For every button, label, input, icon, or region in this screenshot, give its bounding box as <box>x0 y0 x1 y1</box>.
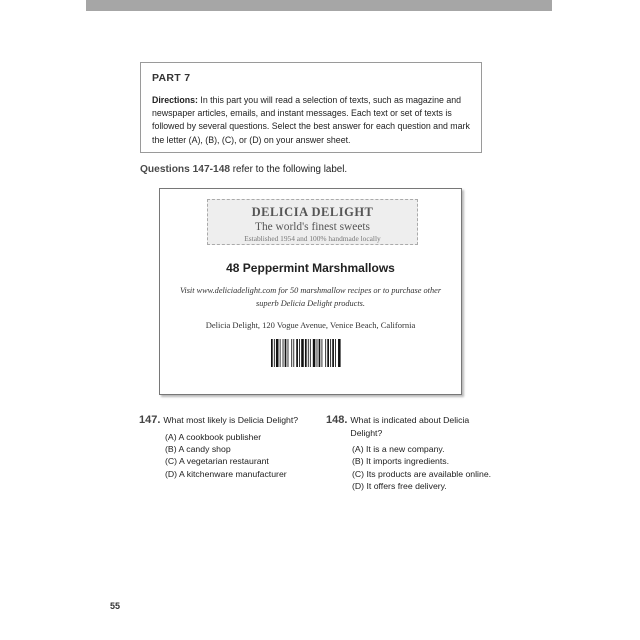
question-number: 148. <box>326 414 348 426</box>
question-reference <box>140 164 347 175</box>
barcode-icon <box>271 339 353 367</box>
option-d: (D) It offers free delivery. <box>352 481 447 492</box>
product-label <box>159 188 462 395</box>
option-a: (A) It is a new company. <box>352 444 445 454</box>
part-title: PART 7 <box>152 72 191 84</box>
company-address: Delicia Delight, 120 Vogue Avenue, Venice Beach, California <box>205 320 416 330</box>
brand-established: Established 1954 and 100% handmade locally <box>244 234 381 243</box>
question-147 <box>139 414 329 480</box>
brand-name: DELICIA DELIGHT <box>251 205 374 219</box>
option-c: (C) Its products are available online. <box>352 468 492 479</box>
answer-options <box>352 443 496 493</box>
option-b: (B) A candy shop <box>165 443 231 454</box>
visit-website-text: Visit www.deliciadelight.com for 50 marshmallow recipes or to purchase other superb Delicia Delight products. <box>179 286 442 308</box>
question-text: What most likely is Delicia Delight? <box>163 415 299 425</box>
option-a: (A) A cookbook publisher <box>165 431 262 442</box>
brand-header-box <box>207 199 418 245</box>
part-instructions-box <box>140 62 482 153</box>
option-d: (D) A kitchenware manufacturer <box>165 468 287 479</box>
question-reference-text: refer to the following label. <box>230 164 348 175</box>
question-range: Questions 147-148 <box>140 164 231 175</box>
option-b: (B) It imports ingredients. <box>352 456 450 467</box>
brand-tagline: The world's finest sweets <box>255 221 370 233</box>
question-number: 147. <box>139 414 161 426</box>
top-header-bar <box>86 0 552 11</box>
answer-options <box>165 431 329 481</box>
product-name: 48 Peppermint Marshmallows <box>226 261 395 275</box>
question-text: What is indicated about Delicia Delight? <box>350 415 470 438</box>
question-148 <box>326 414 496 493</box>
directions-label: Directions: <box>152 95 198 105</box>
directions-text <box>152 94 470 147</box>
option-c: (C) A vegetarian restaurant <box>165 456 269 467</box>
page-number: 55 <box>110 601 121 611</box>
directions-body: In this part you will read a selection of texts, such as magazine and newspaper articles, emails, and instant messages. Each text or set of texts is followed by several questions. Select the best answer for each question and mark the letter (A), (B), (C), or (D) on your answer sheet. <box>152 95 470 145</box>
